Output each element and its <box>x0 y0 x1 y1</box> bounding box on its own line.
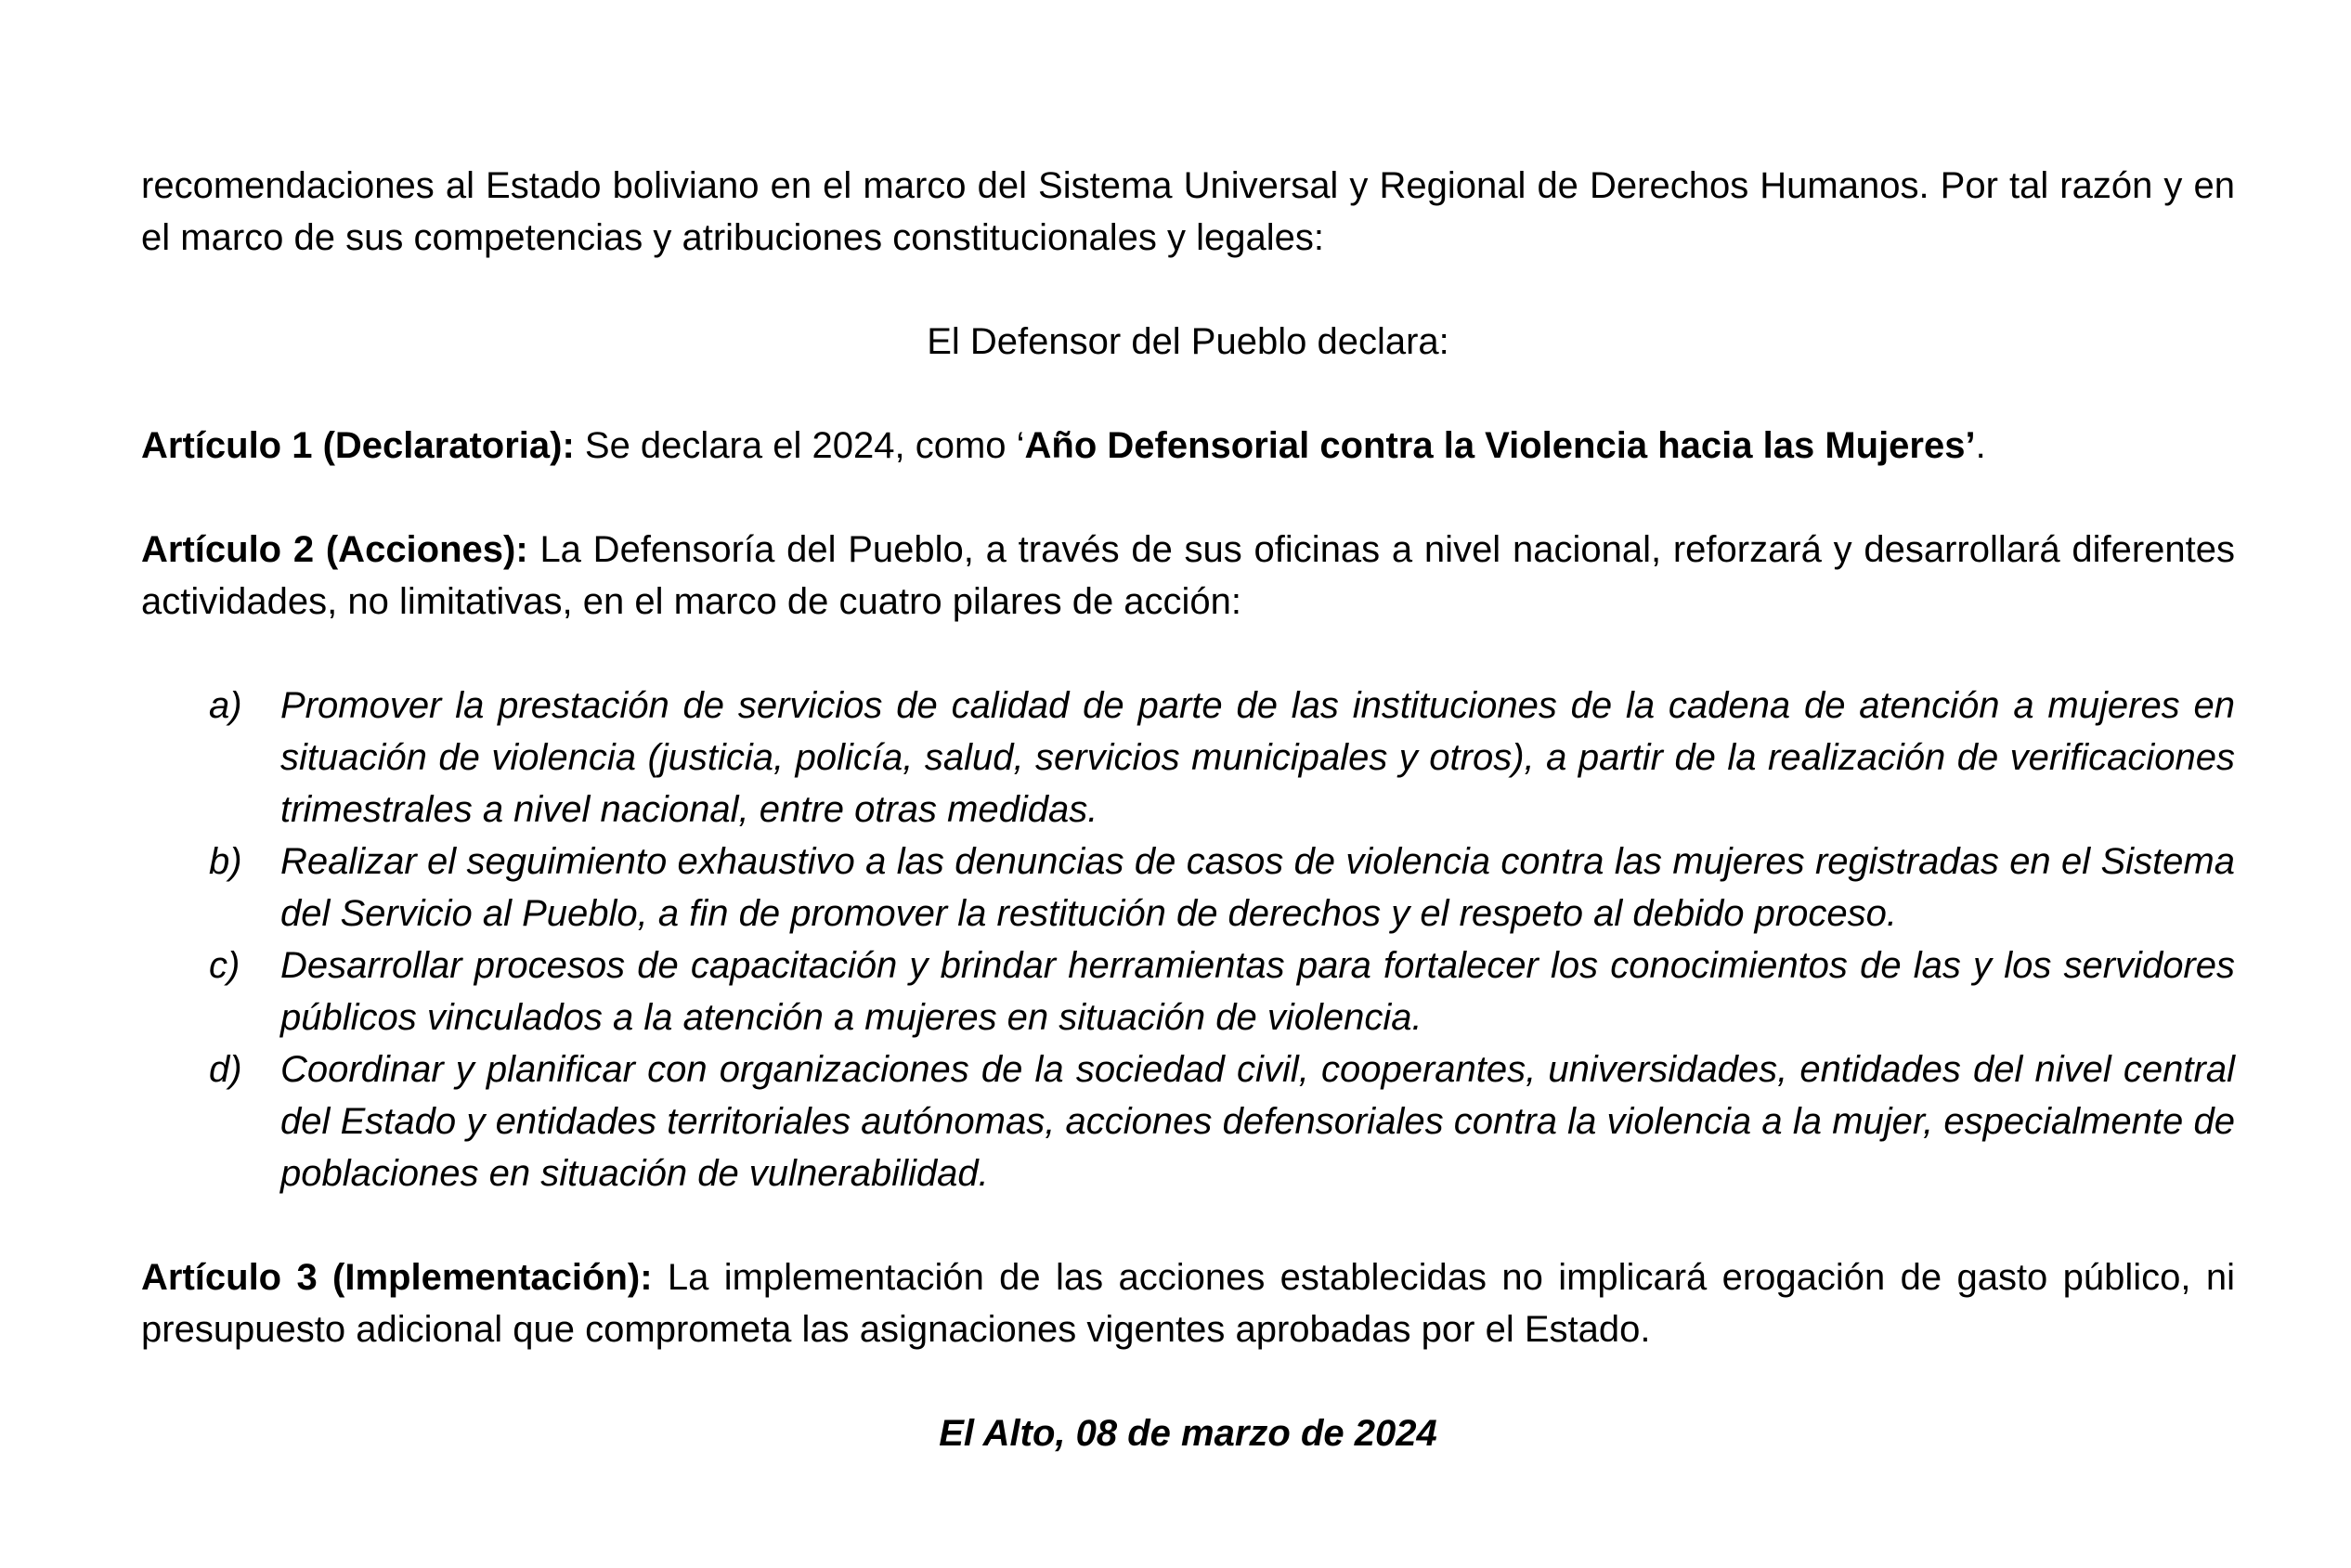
article-1-label: Artículo 1 (Declaratoria): <box>141 425 575 466</box>
list-item <box>141 940 2235 1043</box>
list-item <box>141 680 2235 836</box>
list-item-text: Realizar el seguimiento exhaustivo a las denuncias de casos de violencia contra las mujeres registradas en el Sistema del Servicio al Pueblo, a fin de promover la restitución de derechos y el respeto al debido proceso. <box>280 841 2235 934</box>
list-item-marker: b) <box>209 841 242 882</box>
article-1 <box>141 420 2235 472</box>
list-item-text: Coordinar y planificar con organizaciones de la sociedad civil, cooperantes, universidades, entidades del nivel central del Estado y entidades territoriales autónomas, acciones defensoriales contra la violencia a la mujer, especialmente de poblaciones en situación de vulnerabilidad. <box>280 1049 2235 1194</box>
list-item-marker: c) <box>209 945 240 986</box>
list-item-marker: d) <box>209 1049 242 1090</box>
list-item <box>141 1043 2235 1199</box>
article-1-text-after: . <box>1975 425 1986 466</box>
article-2-text: La Defensoría del Pueblo, a través de sus oficinas a nivel nacional, reforzará y desarrollará diferentes actividades, no limitativas, en el marco de cuatro pilares de acción: <box>141 529 2236 622</box>
intro-paragraph: recomendaciones al Estado boliviano en el marco del Sistema Universal y Regional de Derechos Humanos. Por tal razón y en el marco de sus competencias y atribuciones constitucionales y legales: <box>141 165 2235 258</box>
declaration-heading: El Defensor del Pueblo declara: <box>927 321 1449 362</box>
article-2-action-list <box>141 680 2235 1199</box>
article-3-text: La implementación de las acciones establecidas no implicará erogación de gasto público, ni presupuesto adicional que comprometa las asignaciones vigentes aprobadas por el Estado. <box>141 1257 2235 1350</box>
article-3-label: Artículo 3 (Implementación): <box>141 1257 653 1298</box>
list-item-text: Promover la prestación de servicios de calidad de parte de las instituciones de la cadena de atención a mujeres en situación de violencia (justicia, policía, salud, servicios municipales y otros), a partir de la realización de verificaciones trimestrales a nivel nacional, entre otras medidas. <box>280 685 2235 830</box>
closing-place-date: El Alto, 08 de marzo de 2024 <box>939 1413 1437 1454</box>
article-3 <box>141 1251 2235 1355</box>
article-1-text-before: Se declara el 2024, como ‘ <box>574 425 1025 466</box>
article-2-label: Artículo 2 (Acciones): <box>141 529 528 570</box>
list-item-text: Desarrollar procesos de capacitación y brindar herramientas para fortalecer los conocimientos de las y los servidores públicos vinculados a la atención a mujeres en situación de violencia. <box>280 945 2235 1038</box>
article-2 <box>141 524 2235 628</box>
list-item <box>141 836 2235 940</box>
list-item-marker: a) <box>209 685 242 726</box>
article-1-highlight: Año Defensorial contra la Violencia hacia las Mujeres’ <box>1024 425 1976 466</box>
document-page <box>141 160 2235 1459</box>
